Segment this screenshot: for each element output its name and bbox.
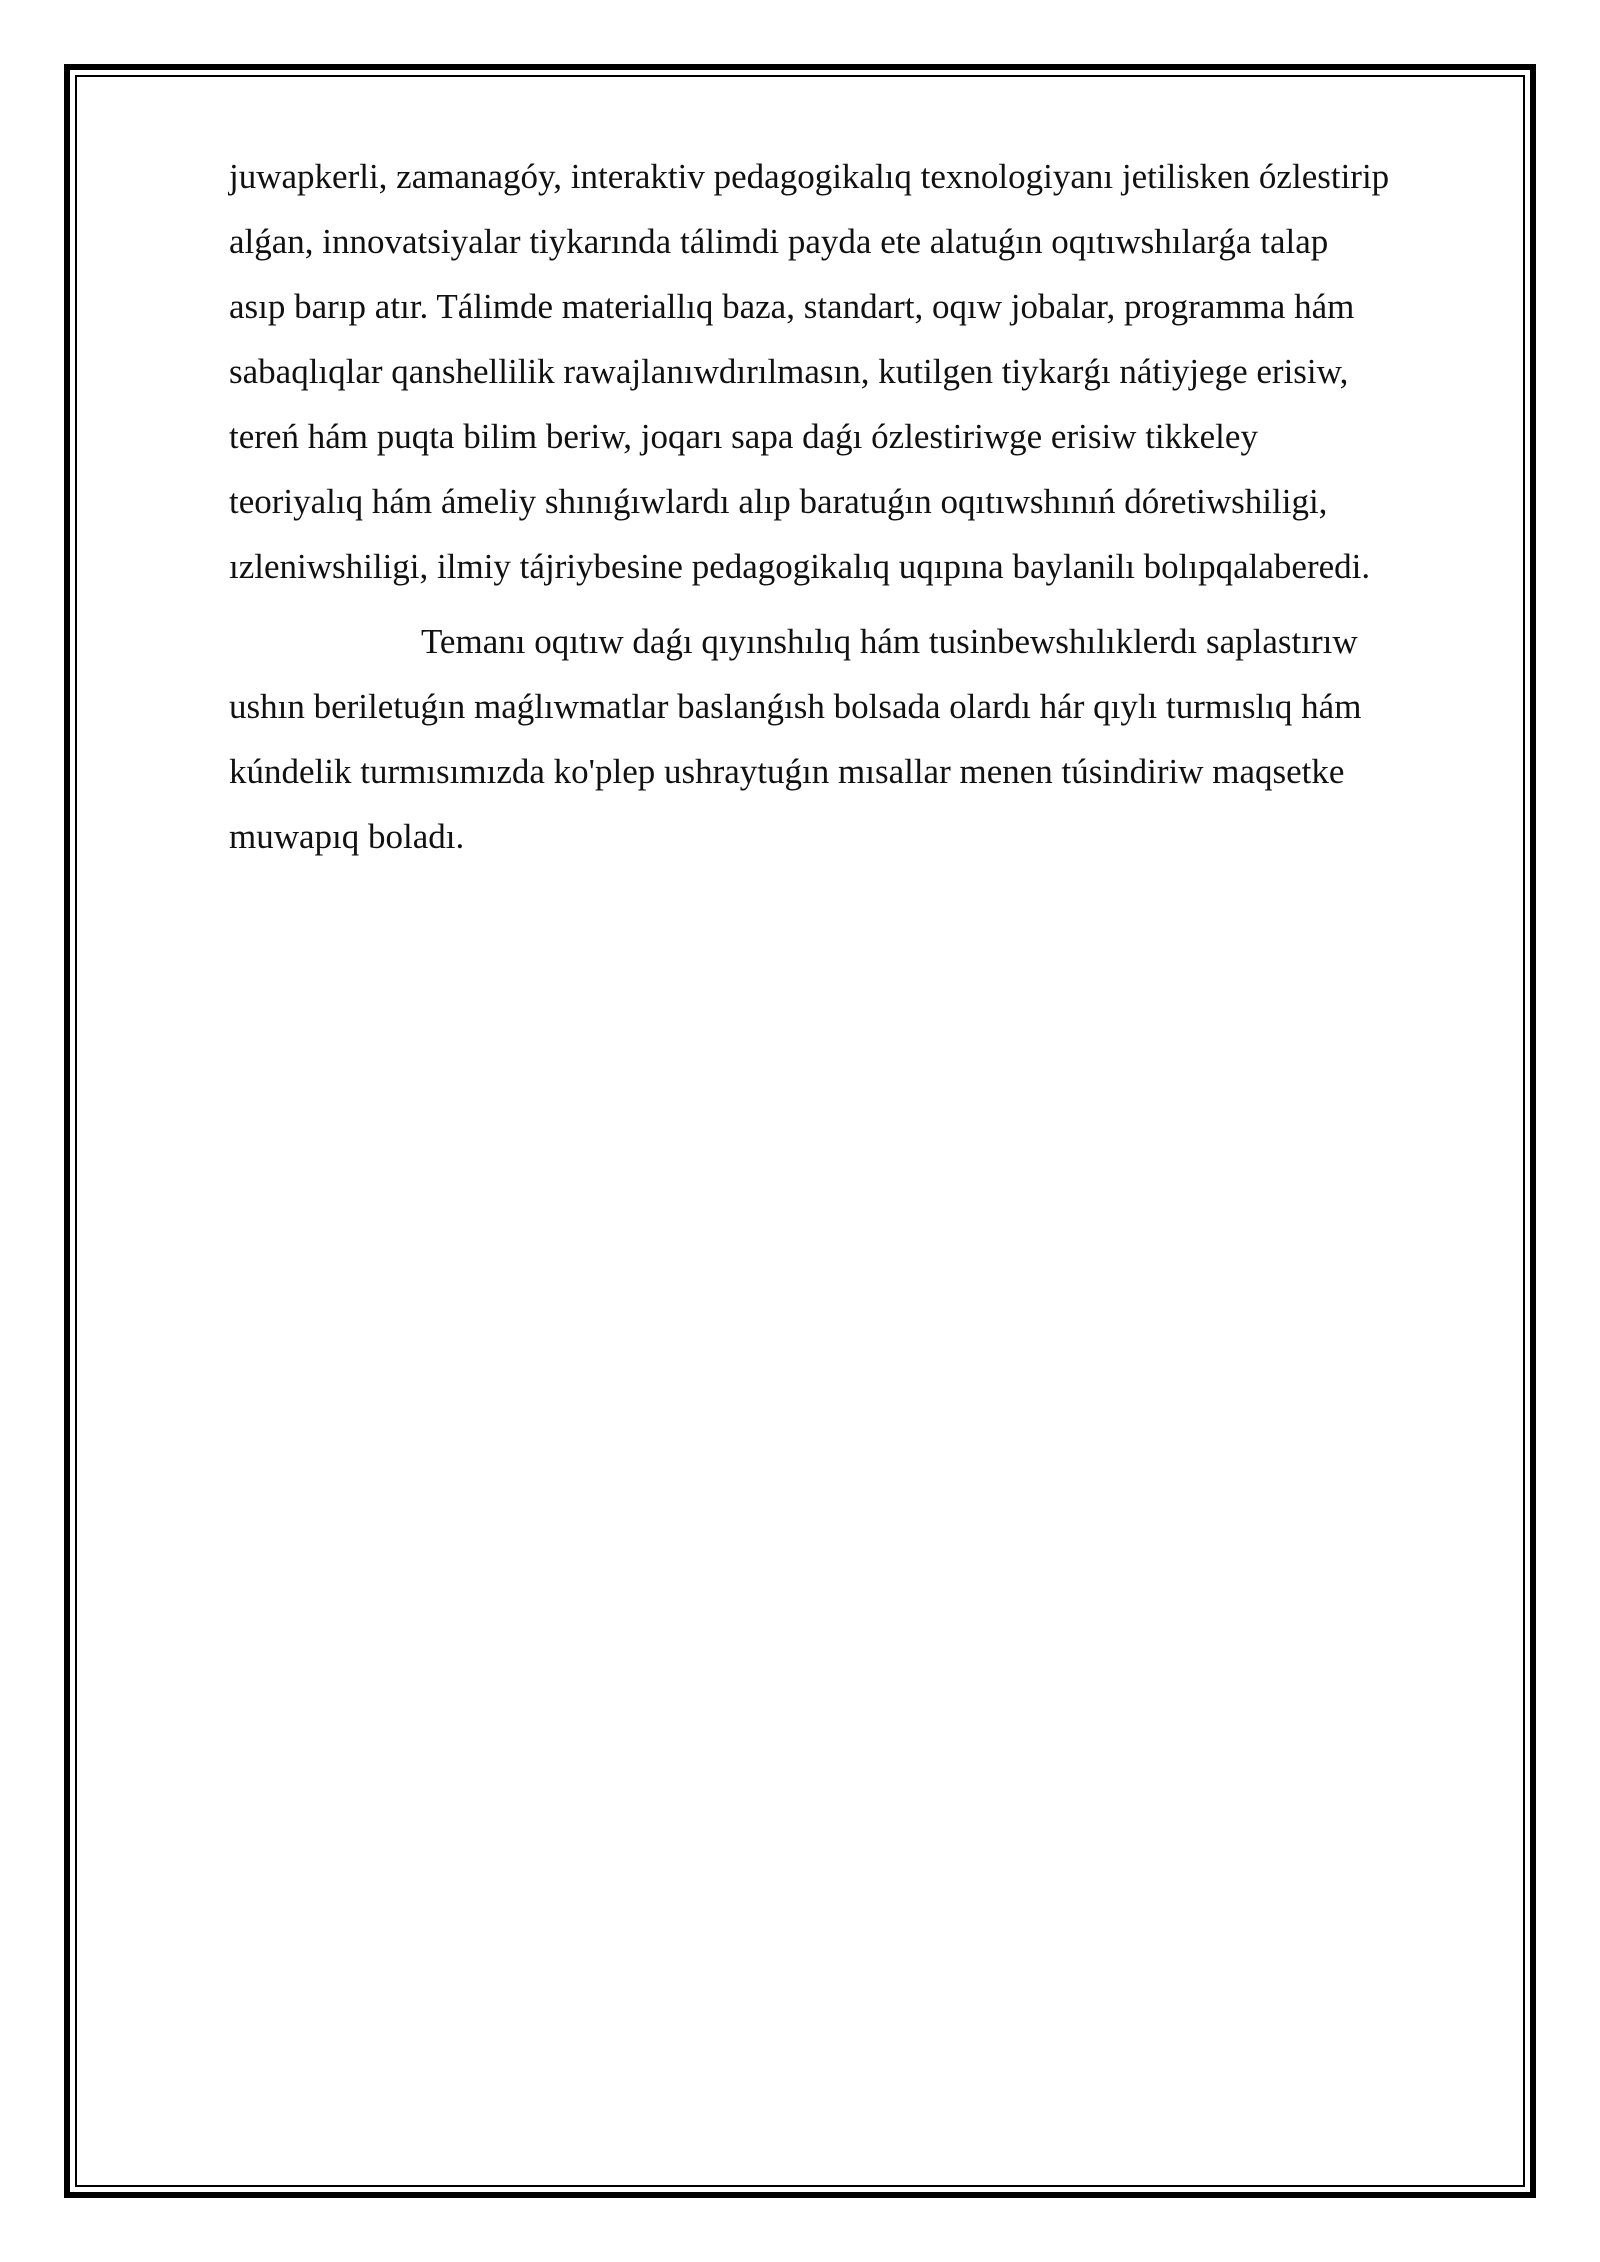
paragraph-line: juwapkerli, zamanagóy, interaktiv pedagogikalıq texnologiyanı jetilisken ózlestirip bbox=[229, 157, 1390, 196]
paragraph-line-indented: Temanı oqıtıw daǵı qıyınshılıq hám tusinbewshılıklerdı saplastırıw bbox=[421, 622, 1358, 661]
paragraph-line: ushın beriletuǵın maǵlıwmatlar baslanǵısh bolsada olardı hár qıylı turmıslıq hám bbox=[229, 687, 1362, 726]
paragraph-line: sabaqlıqlar qanshellilik rawajlanıwdırılmasın, kutilgen tiykarǵı nátiyjege erisiw, bbox=[229, 352, 1349, 391]
paragraph-1 bbox=[229, 144, 1491, 599]
paragraph-line: asıp barıp atır. Tálimde materiallıq baza, standart, oqıw jobalar, programma hám bbox=[229, 287, 1355, 326]
paragraph-line: muwapıq boladı. bbox=[229, 817, 465, 856]
paragraph-line: ızleniwshiligi, ilmiy tájriybesine pedagogikalıq uqıpına baylanilı bolıpqalaberedi. bbox=[229, 547, 1371, 586]
paragraph-line: kúndelik turmısımızda ko'plep ushraytuǵın mısallar menen túsindiriw maqsetke bbox=[229, 752, 1345, 791]
paragraph-spacer bbox=[229, 599, 1491, 609]
document-body bbox=[229, 144, 1491, 869]
paragraph-line: alǵan, innovatsiyalar tiykarında tálimdi payda ete alatuǵın oqıtıwshılarǵa talap bbox=[229, 222, 1329, 261]
paragraph-line: tereń hám puqta bilim beriw, joqarı sapa daǵı ózlestiriwge erisiw tikkeley bbox=[229, 417, 1258, 456]
paragraph-line: teoriyalıq hám ámeliy shınıǵıwlardı alıp baratuǵın oqıtıwshınıń dóretiwshiligi, bbox=[229, 482, 1328, 521]
paragraph-2 bbox=[229, 609, 1491, 869]
